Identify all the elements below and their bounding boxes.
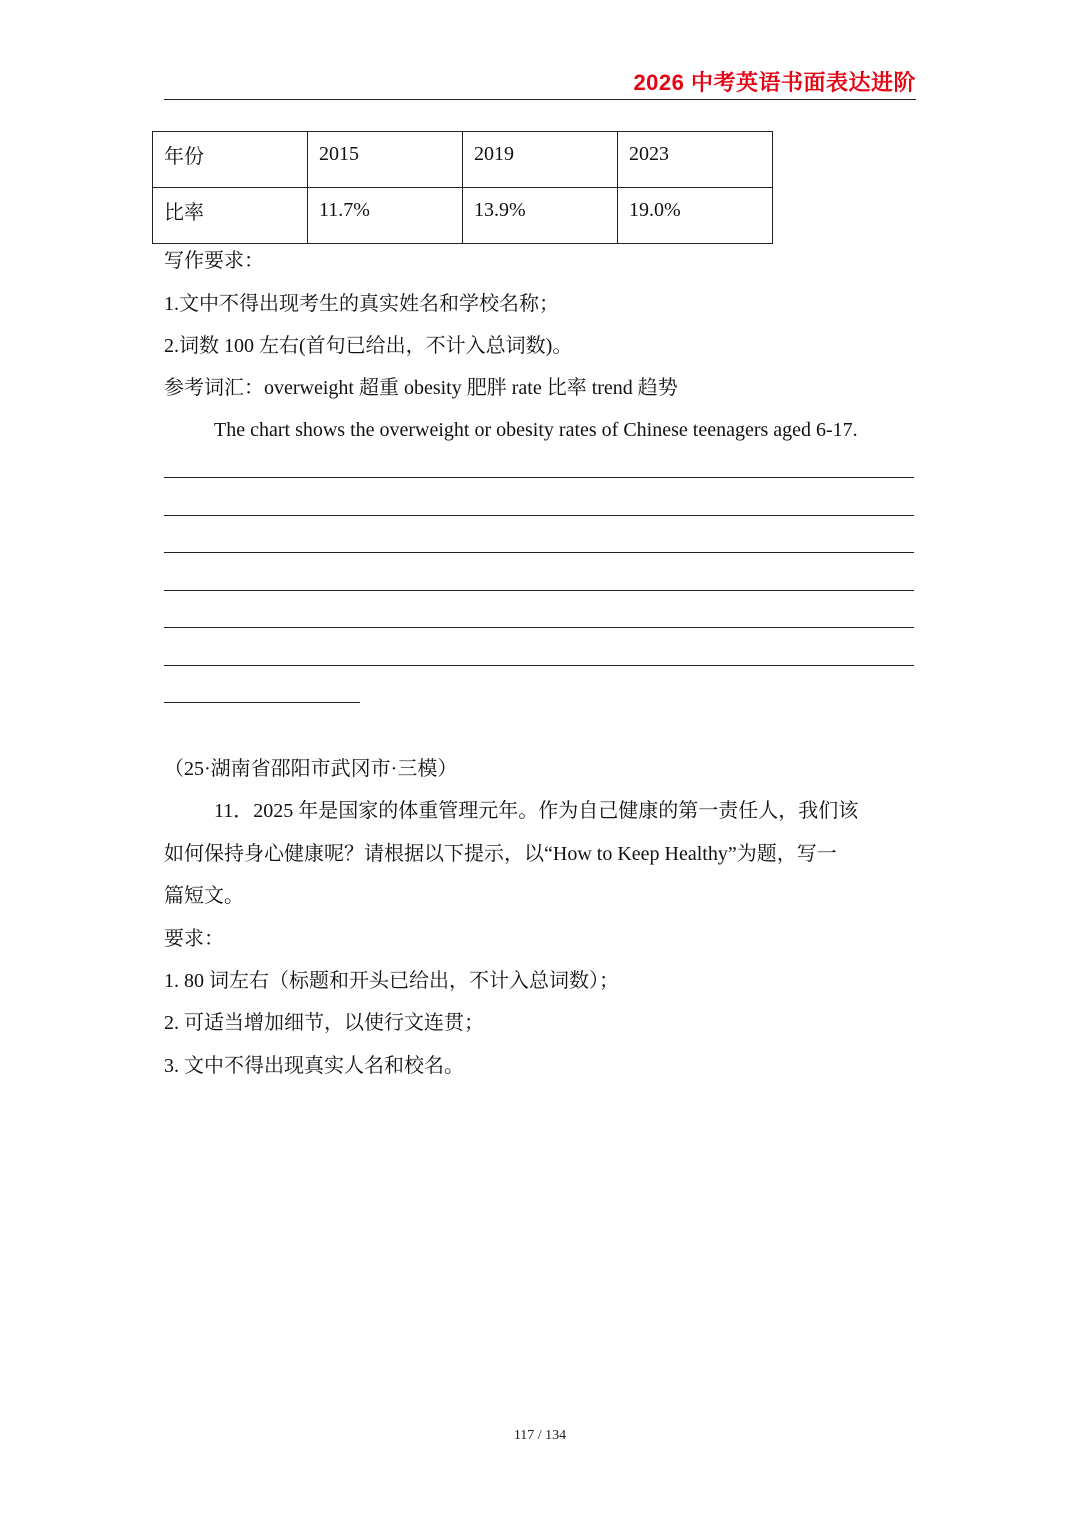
requirement-3: 3. 文中不得出现真实人名和校名。 [164, 1055, 464, 1077]
table-cell: 2019 [463, 132, 618, 188]
question-prompt-line-1: 11．2025 年是国家的体重管理元年。作为自己健康的第一责任人，我们该 [214, 800, 859, 822]
requirement-1: 1. 80 词左右（标题和开头已给出，不计入总词数）； [164, 970, 619, 992]
table-cell: 11.7% [308, 188, 463, 244]
table-cell: 13.9% [463, 188, 618, 244]
given-first-sentence: The chart shows the overweight or obesity rates of Chinese teenagers aged 6-17. [214, 419, 858, 441]
requirement-2: 2.词数 100 左右(首句已给出，不计入总词数)。 [164, 335, 573, 357]
requirements-heading: 要求： [164, 928, 224, 950]
table-cell: 2015 [308, 132, 463, 188]
answer-line [164, 665, 914, 666]
question-prompt-line-2: 如何保持身心健康呢？请根据以下提示，以“How to Keep Healthy”为题，写一 [164, 843, 837, 865]
answer-line [164, 477, 914, 478]
table-cell: 年份 [153, 132, 308, 188]
table-row [153, 132, 773, 188]
answer-line [164, 552, 914, 553]
answer-line-short [164, 702, 360, 703]
table-cell: 19.0% [618, 188, 773, 244]
answer-line [164, 627, 914, 628]
obesity-rate-table [152, 131, 773, 244]
requirement-1: 1.文中不得出现考生的真实姓名和学校名称； [164, 293, 559, 315]
table-cell: 2023 [618, 132, 773, 188]
answer-line [164, 515, 914, 516]
page-number: 117 / 134 [513, 1428, 567, 1443]
question-prompt-line-3: 篇短文。 [164, 885, 244, 907]
requirement-2: 2. 可适当增加细节，以使行文连贯； [164, 1012, 484, 1034]
question-source: （25·湖南省邵阳市武冈市·三模） [164, 758, 458, 780]
reference-vocabulary: 参考词汇：overweight 超重 obesity 肥胖 rate 比率 trend 趋势 [164, 377, 678, 399]
writing-requirements-heading: 写作要求： [164, 250, 264, 272]
document-header-title: 2026 中考英语书面表达进阶 [633, 70, 916, 95]
table-row [153, 188, 773, 244]
header-divider [164, 99, 916, 100]
answer-line [164, 590, 914, 591]
table-cell: 比率 [153, 188, 308, 244]
